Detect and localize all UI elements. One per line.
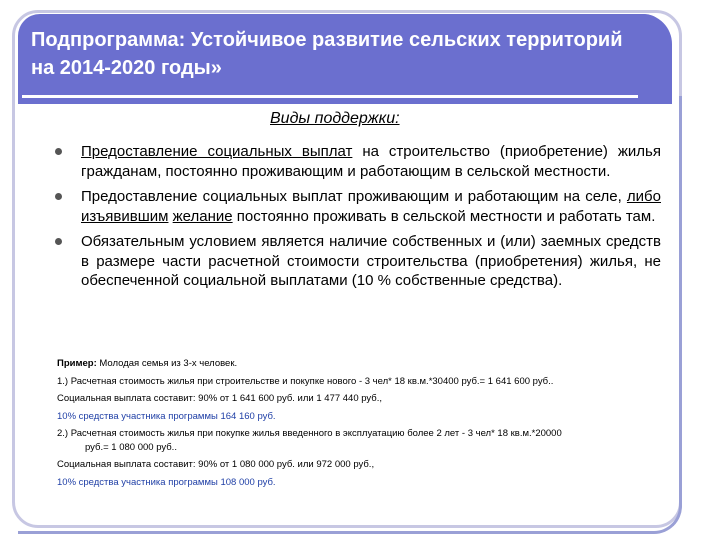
list-item	[55, 187, 661, 226]
support-list	[55, 142, 661, 297]
bullet-icon	[55, 148, 62, 155]
example-line: 2.) Расчетная стоимость жилья при покупке жилья введенного в эксплуатацию более 2 лет - 3 чел* 18 кв.м.*20000	[57, 428, 562, 439]
list-item-text: Предоставление социальных выплат проживающим и работающим на селе,	[81, 188, 627, 205]
list-item	[55, 142, 661, 181]
list-item	[55, 232, 661, 291]
example-line: 10% средства участника программы 108 000 руб.	[57, 476, 276, 488]
list-item-text: постоянно проживать в сельской местности и работать там.	[232, 207, 656, 225]
slide-title: Подпрограмма: Устойчивое развитие сельских территорий на 2014-2020 годы»	[31, 29, 623, 79]
example-heading-text: Молодая семья из 3-х человек.	[96, 358, 238, 369]
example-line: Социальная выплата составит: 90% от 1 641 600 руб. или 1 477 440 руб.,	[57, 393, 383, 404]
list-item-text: Обязательным условием является наличие собственных и (или) заемных средств в размере части расчетной стоимости строительства (приобретения) жилья, не обеспеченной социальной выплатами (10 % собственные средства).	[81, 233, 661, 289]
example-label: Пример:	[57, 358, 97, 369]
example-block	[57, 355, 677, 491]
underlined-word: изъявившим	[81, 207, 169, 225]
example-line: 10% средства участника программы 164 160 руб.	[57, 410, 276, 422]
underlined-word: желание	[172, 207, 233, 225]
list-item-text: на строительство (приобретение) жилья гражданам, постоянно проживающим и работающим в сельской местности.	[81, 143, 661, 180]
example-line: руб.= 1 080 000 руб..	[85, 441, 177, 453]
title-rule	[22, 95, 638, 98]
bullet-icon	[55, 238, 62, 245]
example-heading	[57, 355, 677, 373]
example-line: Социальная выплата составит: 90% от 1 080 000 руб. или 972 000 руб.,	[57, 459, 375, 470]
underlined-word: либо	[626, 188, 661, 205]
bullet-icon	[55, 193, 62, 200]
support-types-heading: Виды поддержки:	[270, 110, 400, 127]
example-line: 1.) Расчетная стоимость жилья при строительстве и покупке нового - 3 чел* 18 кв.м.*30400 руб.= 1 641 600 руб..	[57, 375, 554, 387]
list-item-underlined: Предоставление социальных выплат	[81, 143, 353, 160]
